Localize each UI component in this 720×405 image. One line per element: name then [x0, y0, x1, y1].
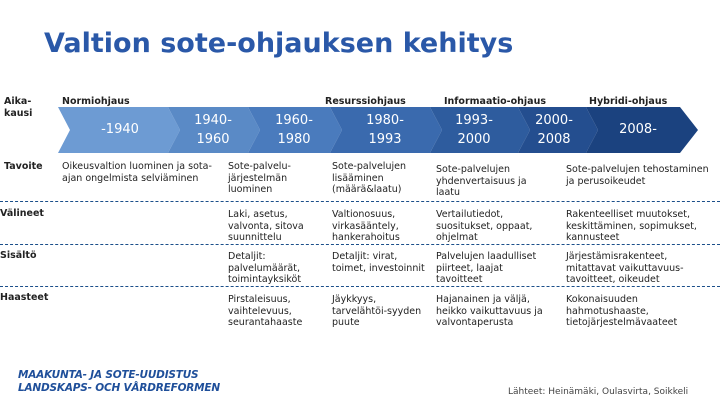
era-label-3-start: 1960-: [275, 113, 313, 128]
era-label-4-end: 1993: [368, 132, 402, 147]
era-label-7-text: 2008-: [619, 122, 657, 137]
era-label-5-end: 2000: [457, 132, 491, 147]
tavoite-1960-cell: Sote-palvelu-järjestelmän luominen: [228, 161, 291, 195]
era-label-1: [72, 107, 168, 153]
row-divider-3: [0, 286, 720, 287]
era-label-7: [598, 107, 678, 153]
row-label-haasteet: Haasteet: [0, 292, 49, 303]
era-label-2-end: 1960: [196, 132, 230, 147]
tavoite-2008-cell: Sote-palvelujen tehostaminen ja perusoikeudet: [566, 164, 709, 187]
tavoite-1980-cell: Sote-palvelujen lisääminen (määrä&laatu): [332, 161, 406, 195]
tavoite-1993-cell: Sote-palvelujen yhdenvertaisuus ja laatu: [436, 164, 527, 198]
page-title: Valtion sote-ohjauksen kehitys: [44, 28, 514, 59]
period-corner-label: Aika- kausi: [4, 96, 33, 119]
sisalto-2008-cell: Järjestämisrakenteet, mitattavat vaikuttavuus-tavoitteet, oikeudet: [566, 251, 684, 285]
era-label-4: [340, 107, 430, 157]
era-label-3: [258, 107, 330, 157]
haasteet-1993-cell: Hajanainen ja väljä, heikko vaikuttavuus ja valvontaperusta: [436, 294, 543, 328]
era-label-6-start: 2000-: [535, 113, 573, 128]
valineet-2008-cell: Rakenteelliset muutokset, keskittäminen, sopimukset, kannusteet: [566, 209, 697, 243]
source-note: Lähteet: Heinämäki, Oulasvirta, Soikkeli: [508, 387, 689, 397]
haasteet-1980-cell: Jäykkyys, tarvelähtöi-syyden puute: [332, 294, 422, 328]
valineet-1993-cell: Vertailutiedot, suositukset, oppaat, ohjelmat: [436, 209, 533, 243]
row-label-valineet: Välineet: [0, 208, 44, 219]
haasteet-1960-cell: Pirstaleisuus, vaihtelevuus, seurantahaaste: [228, 294, 303, 328]
era-label-6-end: 2008: [537, 132, 571, 147]
row-divider-2: [0, 244, 720, 245]
sisalto-1980-cell: Detaljit: virat, toimet, investoinnit: [332, 251, 425, 274]
reform-title-sv: LANDSKAPS- OCH VÅRDREFORMEN: [18, 382, 220, 394]
header-normiohjaus: Normiohjaus: [62, 96, 130, 107]
header-informaatio-ohjaus: Informaatio-ohjaus: [444, 96, 547, 107]
reform-title-fi: MAAKUNTA- JA SOTE-UUDISTUS: [18, 369, 199, 381]
era-label-2-start: 1940-: [194, 113, 232, 128]
timeline-arrow: [58, 107, 698, 153]
era-label-4-start: 1980-: [366, 113, 404, 128]
era-label-3-end: 1980: [277, 132, 311, 147]
reform-title: [18, 369, 220, 395]
header-resurssiohjaus: Resurssiohjaus: [325, 96, 406, 107]
era-label-6: [522, 107, 586, 157]
haasteet-2008-cell: Kokonaisuuden hahmotushaaste, tietojärjestelmävaateet: [566, 294, 678, 328]
row-label-tavoite: Tavoite: [4, 161, 43, 172]
era-label-1-text: -1940: [101, 122, 139, 137]
tavoite-normi-cell: Oikeusvaltion luominen ja sota-ajan ongelmista selviäminen: [62, 161, 212, 184]
valineet-1960-cell: Laki, asetus, valvonta, sitova suunnittelu: [228, 209, 304, 243]
era-label-2: [178, 107, 248, 157]
valineet-1980-cell: Valtionosuus, virkasääntely, hankerahoitus: [332, 209, 400, 243]
header-hybridi-ohjaus: Hybridi-ohjaus: [589, 96, 668, 107]
sisalto-1960-cell: Detaljit: palvelumäärät, toimintayksiköt: [228, 251, 302, 285]
sisalto-1993-cell: Palvelujen laadulliset piirteet, laajat tavoitteet: [436, 251, 537, 285]
era-label-5-start: 1993-: [455, 113, 493, 128]
row-divider-1: [0, 201, 720, 202]
era-label-5: [430, 107, 518, 157]
row-label-sisalto: Sisältö: [0, 250, 37, 261]
